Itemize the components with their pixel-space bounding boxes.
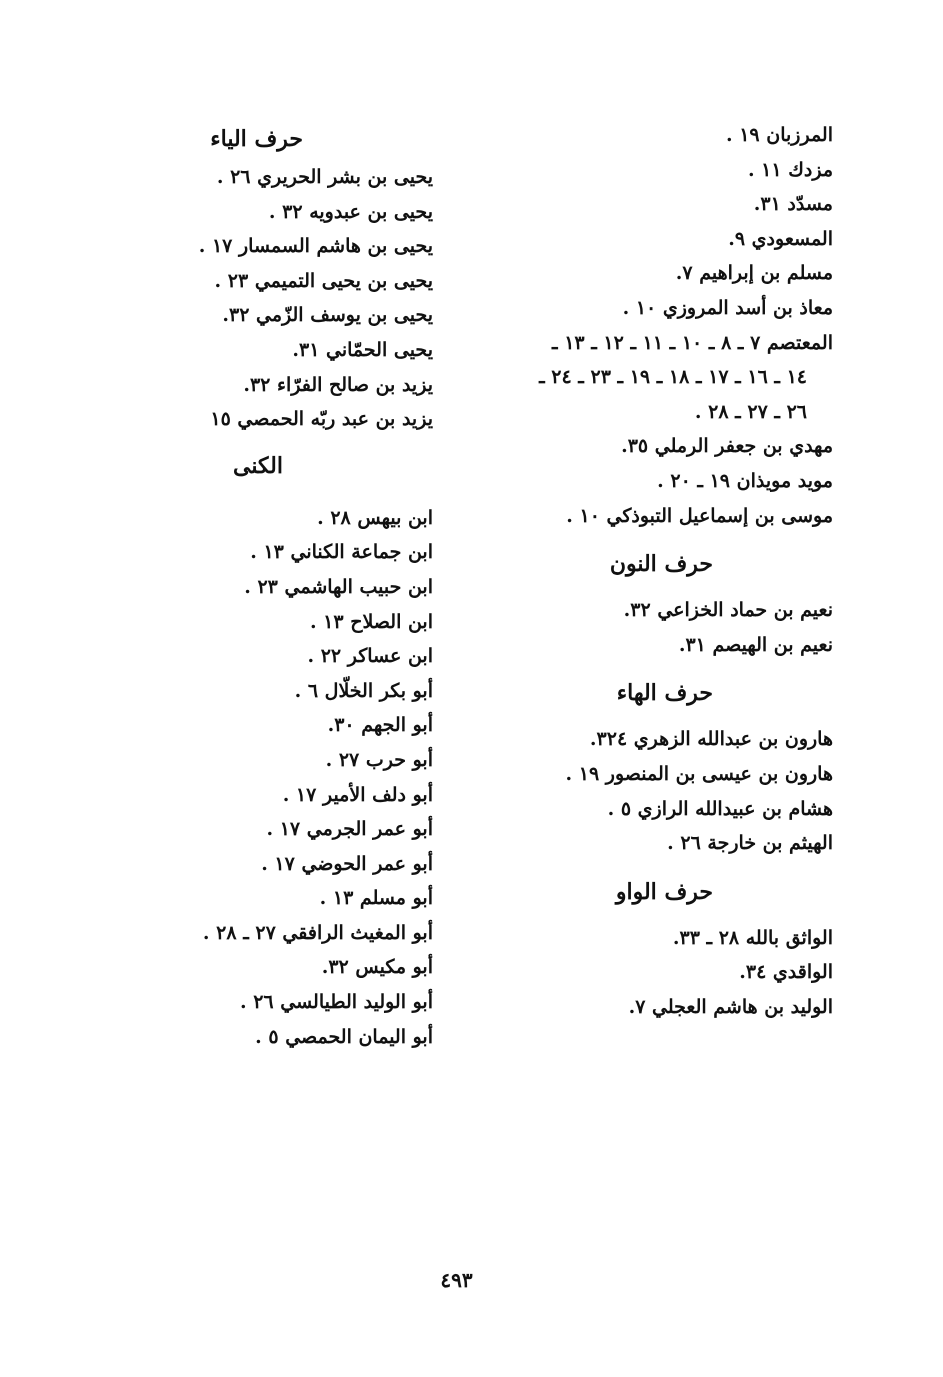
index-entry: يحيى بن يوسف الزّمي ٣٢. <box>222 304 433 327</box>
entries-waw <box>473 921 833 1025</box>
index-entry: مهدي بن جعفر الرملي ٣٥. <box>621 435 833 458</box>
index-entry: يحيى الحمّاني ٣١. <box>292 338 433 361</box>
index-entry: هشام بن عبيدالله الرازي ٥ . <box>607 797 833 820</box>
right-column <box>473 118 833 1024</box>
index-entry: الواقدي ٣٤. <box>739 961 833 984</box>
index-entry: يزيد بن صالح الفرّاء ٣٢. <box>243 373 433 396</box>
index-entry: نعيم بن الهيصم ٣١. <box>678 633 833 656</box>
entries-ha <box>473 722 833 860</box>
page-number-text: ٤٩٣ <box>440 1268 473 1292</box>
section-heading-nun: حرف النون <box>609 551 713 578</box>
index-entry: المعتصم ٧ ـ ٨ ـ ١٠ ـ ١١ ـ ١٢ ـ ١٣ ـ <box>552 331 833 354</box>
index-entry: نعيم بن حماد الخزاعي ٣٢. <box>623 599 833 622</box>
index-entry: المسعودي ٩. <box>728 227 833 250</box>
index-entry: أبو عمر الحوضي ١٧ . <box>261 852 433 875</box>
section-heading-ha: حرف الهاء <box>616 680 713 707</box>
page-number <box>0 1268 943 1292</box>
index-entry: أبو حرب ٢٧ . <box>325 748 433 771</box>
section-heading-kuna: الكنى <box>233 452 283 479</box>
index-entry: المرزبان ١٩ . <box>725 124 833 146</box>
index-entry: يحيى بن يحيى التميمي ٢٣ . <box>214 269 433 292</box>
index-entry: أبو المغيث الرافقي ٢٧ ـ ٢٨ . <box>202 921 433 944</box>
index-entry: معاذ بن أسد المروزي ١٠ . <box>622 296 833 319</box>
left-column <box>103 118 433 1054</box>
entries-kuna <box>103 501 433 1055</box>
index-entry: مويد مويذان ١٩ ـ ٢٠ . <box>657 469 833 492</box>
index-entry: هارون بن عبدالله الزهري ٣٢٤. <box>589 728 833 751</box>
index-entry: مسدّد ٣١. <box>753 193 833 216</box>
index-entry: أبو الجهم ٣٠. <box>327 714 433 737</box>
index-entry: يحيى بن عبدويه ٣٢ . <box>268 200 433 223</box>
index-entry: ابن بيهس ٢٨ . <box>317 506 433 529</box>
index-entry: أبو بكر الخلّال ٦ . <box>294 679 433 702</box>
index-entry: أبو مسلم ١٣ . <box>319 887 433 910</box>
index-entry: أبو اليمان الحمصي ٥ . <box>255 1025 433 1048</box>
index-entry: مزدك ١١ . <box>747 158 833 181</box>
index-entry: يزيد بن عبد ربّه الحمصي ١٥ <box>210 408 433 431</box>
index-entry: أبو الوليد الطيالسي ٢٦ . <box>239 991 433 1014</box>
index-entry: ابن عساكر ٢٢ . <box>307 645 433 668</box>
index-entry-continuation: ٢٦ ـ ٢٧ ـ ٢٨ . <box>694 400 807 423</box>
index-entry: أبو مكيس ٣٢. <box>321 956 433 979</box>
entries-mim <box>473 118 833 533</box>
index-entry: هارون بن عيسى بن المنصور ١٩ . <box>565 762 833 785</box>
entries-ya <box>103 160 433 437</box>
index-entry: أبو عمر الجرمي ١٧ . <box>266 818 433 841</box>
index-entry-continuation: ١٤ ـ ١٦ ـ ١٧ ـ ١٨ ـ ١٩ ـ ٢٣ ـ ٢٤ ـ <box>539 366 807 389</box>
index-entry: الواثق بالله ٢٨ ـ ٣٣. <box>672 926 833 949</box>
index-entry: ابن حبيب الهاشمي ٢٣ . <box>244 575 433 598</box>
index-entry: مسلم بن إبراهيم ٧. <box>675 262 833 285</box>
index-entry: الهيثم بن خارجة ٢٦ . <box>667 832 833 855</box>
index-entry: أبو دلف الأمير ١٧ . <box>282 783 433 806</box>
index-entry: الوليد بن هاشم العجلي ٧. <box>628 995 833 1018</box>
section-heading-waw: حرف الواو <box>615 878 713 905</box>
index-entry: موسى بن إسماعيل التبوذكي ١٠ . <box>566 504 833 527</box>
index-entry: ابن جماعة الكناني ١٣ . <box>250 541 433 564</box>
entries-nun <box>473 593 833 662</box>
section-heading-ya: حرف الياء <box>210 126 303 152</box>
index-entry: يحيى بن بشر الحريري ٢٦ . <box>216 166 433 188</box>
index-entry: يحيى بن هاشم السمسار ١٧ . <box>198 235 433 258</box>
index-entry: ابن الصلاح ١٣ . <box>309 610 433 633</box>
